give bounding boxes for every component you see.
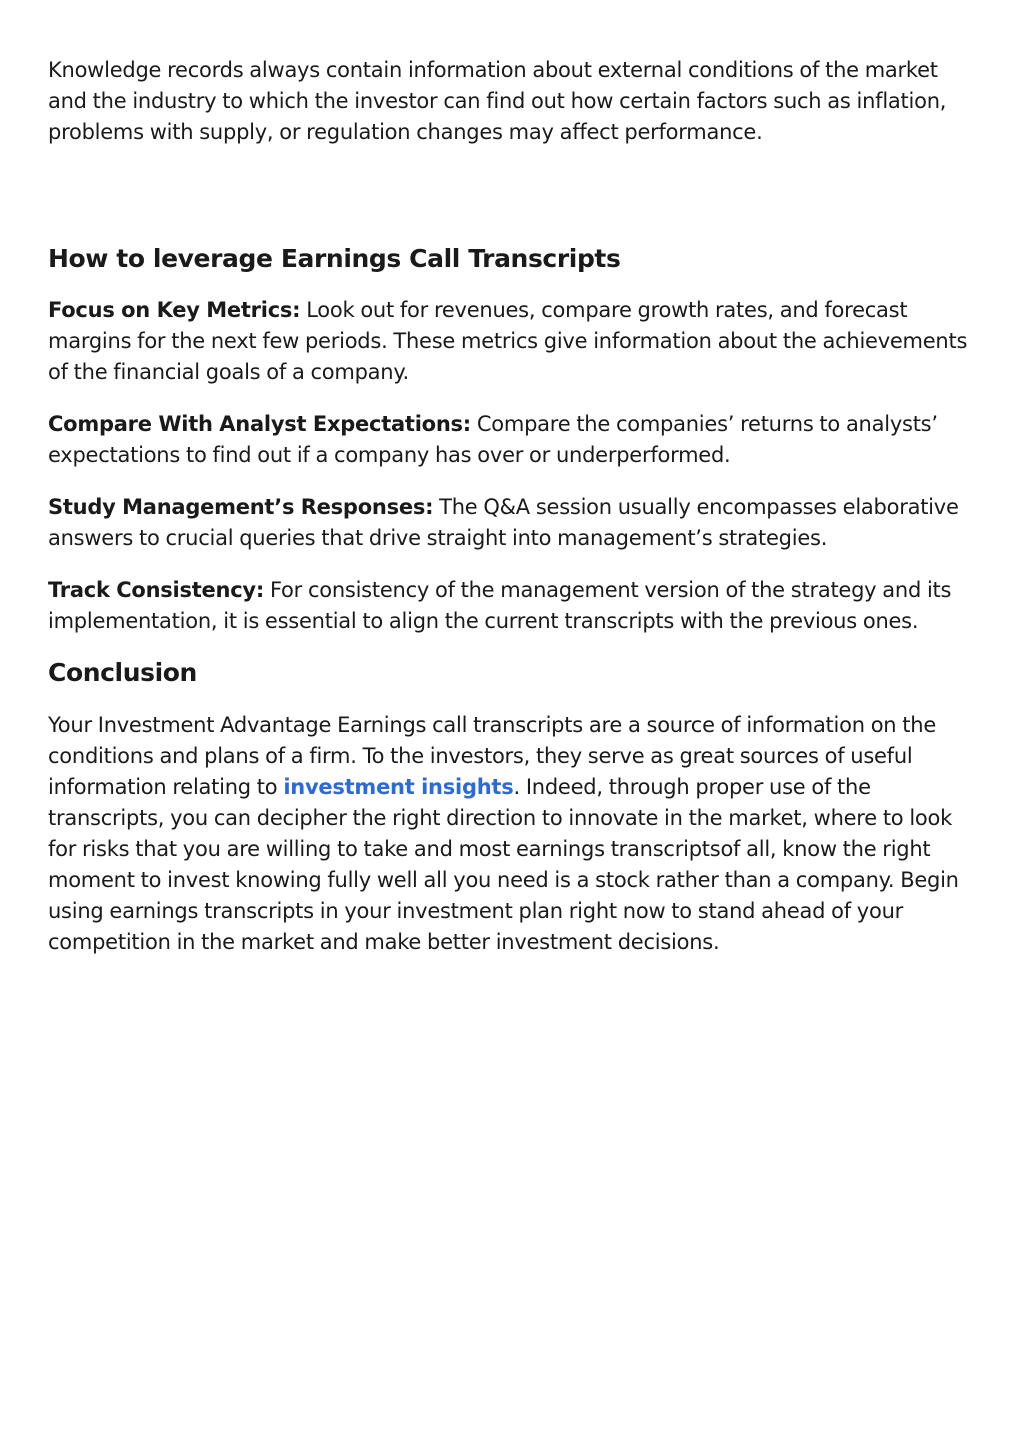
list-item-track-consistency bbox=[48, 575, 978, 637]
list-item-analyst-expectations bbox=[48, 409, 978, 471]
investment-insights-link[interactable]: investment insights bbox=[283, 775, 514, 799]
item-term: Compare With Analyst Expectations: bbox=[48, 412, 471, 436]
section-heading-conclusion: Conclusion bbox=[48, 658, 197, 687]
conclusion-paragraph bbox=[48, 710, 978, 958]
intro-paragraph: Knowledge records always contain information about external conditions of the market and the industry to which the investor can find out how certain factors such as inflation, problems with supply, or regulation changes may affect performance. bbox=[48, 58, 947, 144]
list-item-key-metrics bbox=[48, 295, 978, 388]
conclusion-text-start: Your Investment Advantage Earnings call transcripts are a source of information on the conditions and plans of a firm. To the investors, they serve as great sources of useful information relating to bbox=[48, 713, 937, 799]
item-text: Compare the companies’ returns to analysts’ expectations to find out if a company has over or underperformed. bbox=[48, 412, 938, 467]
section-heading-leverage: How to leverage Earnings Call Transcripts bbox=[48, 244, 621, 273]
conclusion-text-end: . Indeed, through proper use of the transcripts, you can decipher the right direction to innovate in the market, where to look for risks that you are willing to take and most earnings transcriptsof all, know the right moment to invest knowing fully well all you need is a stock rather than a company. Begin using earnings transcripts in your investment plan right now to stand ahead of your competition in the market and make better investment decisions. bbox=[48, 775, 959, 954]
item-text: The Q&A session usually encompasses elaborative answers to crucial queries that drive straight into management’s strategies. bbox=[48, 495, 959, 550]
list-item-management-responses bbox=[48, 492, 978, 554]
item-term: Study Management’s Responses: bbox=[48, 495, 434, 519]
item-text: For consistency of the management version of the strategy and its implementation, it is essential to align the current transcripts with the previous ones. bbox=[48, 578, 952, 633]
item-text: Look out for revenues, compare growth rates, and forecast margins for the next few periods. These metrics give information about the achievements of the financial goals of a company. bbox=[48, 298, 968, 384]
item-term: Track Consistency: bbox=[48, 578, 265, 602]
item-term: Focus on Key Metrics: bbox=[48, 298, 301, 322]
document-page bbox=[48, 55, 978, 958]
